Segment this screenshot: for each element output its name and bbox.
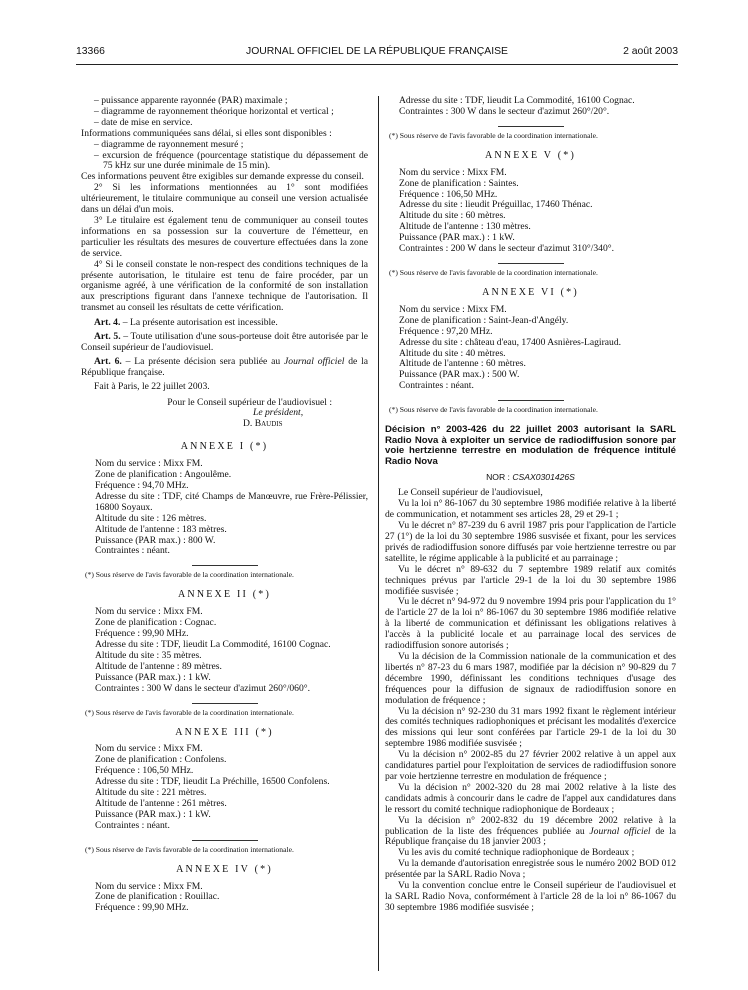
annex-line: Fréquence : 94,70 MHz.: [95, 480, 189, 491]
article-text: – La présente décision sera publiée au: [121, 355, 285, 367]
annex-line: Altitude de l'antenne : 183 mètres.: [95, 523, 227, 535]
annex-line: Zone de planification : Saint-Jean-d'Angély.: [399, 314, 569, 326]
footnote: (*) Sous réserve de l'avis favorable de la coordination internationale.: [85, 570, 294, 580]
page-header: [76, 46, 678, 62]
paragraph: 4° Si le conseil constate le non-respect des conditions techniques de la présente autorisation, le titulaire est tenu de faire procéder, par un organisme agréé, à une vérification de la conformité de son installation aux prescriptions figurant dans l'annexe technique de l'autorisation. Il transmet au conseil les résultats de cette vérification.: [81, 258, 368, 314]
nor-label: NOR :: [486, 471, 513, 482]
annex-1-body: [81, 459, 368, 557]
annex-line: Contraintes : 300 W dans le secteur d'azimut 260°/060°.: [95, 682, 311, 694]
dash-item: – excursion de fréquence (pourcentage statistique du dépassement de 75 kHz sur une durée minimale de 15 min).: [94, 149, 368, 172]
vu-paragraph: Vu le décret n° 89-632 du 7 septembre 1989 relatif aux comités techniques prévus par l'article 29-1 de la loi du 30 septembre 1986 modifiée susvisée ;: [385, 563, 676, 597]
annex-2-title: ANNEXE II (*): [177, 589, 272, 601]
annex-4-title: ANNEXE IV (*): [176, 863, 273, 875]
vu-paragraph: Vu la demande d'autorisation enregistrée sous le numéro 2002 BOD 012 présentée par la SARL Radio Nova ;: [385, 858, 676, 881]
annex-line: Puissance (PAR max.) : 1 kW.: [95, 671, 211, 683]
annex-line: Contraintes : néant.: [399, 380, 474, 392]
annex-line: Zone de planification : Confolens.: [95, 754, 227, 766]
signature-role-text: Le président,: [253, 407, 304, 419]
annex-line: Contraintes : 200 W dans le secteur d'azimut 310°/340°.: [399, 243, 615, 255]
vu-paragraph: Vu la loi n° 86-1067 du 30 septembre 1986 modifiée relative à la liberté de communication, et notamment ses articles 28, 29 et 29-1 ;: [385, 498, 676, 521]
vu-text: de la République française du 18 janvier 2003 ;: [385, 825, 676, 848]
annex-line: Fréquence : 97,20 MHz.: [399, 325, 493, 337]
annex-line: Nom du service : Mixx FM.: [399, 166, 507, 178]
article-text: de la République française.: [81, 355, 369, 378]
annex-line: Adresse du site : TDF, lieudit La Commodité, 16100 Cognac.: [399, 95, 635, 106]
annex-line: Fréquence : 106,50 MHz.: [95, 765, 194, 777]
annex-line: Fréquence : 99,90 MHz.: [95, 628, 189, 640]
footnote-rule: [192, 840, 258, 841]
annex-line: Contraintes : 300 W dans le secteur d'azimut 260°/20°.: [399, 105, 610, 117]
annex-line: Altitude de l'antenne : 261 mètres.: [95, 797, 227, 809]
annex-3-body: [81, 744, 368, 831]
annex-line: Nom du service : Mixx FM.: [399, 303, 507, 315]
annex-line: Adresse du site : TDF, lieudit La Commodité, 16100 Cognac.: [95, 638, 331, 650]
footnote: (*) Sous réserve de l'avis favorable de la coordination internationale.: [85, 707, 294, 717]
annex-line: Altitude du site : 35 mètres.: [95, 649, 202, 661]
annex-line: Adresse du site : TDF, lieudit La Préchille, 16500 Confolens.: [95, 776, 330, 788]
paragraph: Ces informations peuvent être exigibles sur demande expresse du conseil.: [81, 171, 364, 183]
footnote-rule: [192, 565, 258, 566]
annex-address: Adresse du site : TDF, cité Champs de Manœuvre, rue Frère-Pélissier, 16800 Soyaux.: [95, 490, 368, 513]
annex-line: Puissance (PAR max.) : 500 W.: [399, 369, 520, 381]
annex-1-title: ANNEXE I (*): [180, 441, 269, 453]
article-text: – La présente autorisation est incessible.: [120, 317, 278, 329]
article-text: – Toute utilisation d'une sous-porteuse doit être autorisée par le Conseil supérieur de l'audiovisuel.: [81, 331, 368, 353]
journal-title: JOURNAL OFFICIEL DE LA RÉPUBLIQUE FRANÇAISE: [246, 46, 508, 57]
annex-6-body: [385, 305, 676, 392]
annex-line: Adresse du site : lieudit Préguillac, 17460 Thénac.: [399, 199, 593, 211]
dash-item: – diagramme de rayonnement mesuré ;: [94, 138, 244, 150]
footnote-rule: [498, 400, 564, 401]
fait-a-paris: Fait à Paris, le 22 juillet 2003.: [94, 380, 210, 392]
annex-line: Altitude du site : 40 mètres.: [399, 347, 506, 359]
signature-role: [81, 408, 368, 419]
article-5: [81, 332, 368, 354]
vu-paragraph: Vu la décision n° 92-230 du 31 mars 1992 fixant le règlement intérieur des comités techniques radiophoniques et précisant les modalités d'exercice des missions qui leur sont conférées par l'article 29-1 de la loi du 30 septembre 1986 modifiée susvisée ;: [385, 705, 676, 750]
vu-paragraph: [385, 816, 676, 849]
column-divider: [378, 96, 379, 971]
footnote-rule: [498, 126, 564, 127]
annex-line: Nom du service : Mixx FM.: [95, 743, 203, 755]
annex-line: Fréquence : 99,90 MHz.: [95, 902, 189, 914]
annex-line: Altitude du site : 221 mètres.: [95, 787, 207, 799]
annex-line: Puissance (PAR max.) : 1 kW.: [95, 808, 211, 820]
info-intro: Informations communiquées sans délai, si elles sont disponibles :: [81, 127, 332, 139]
annex-line: Altitude de l'antenne : 130 mètres.: [399, 221, 531, 233]
annex-line: Puissance (PAR max.) : 800 W.: [95, 534, 216, 546]
annex-line: Contraintes : néant.: [95, 545, 170, 557]
annex-line: Zone de planification : Rouillac.: [95, 891, 220, 903]
article-label: Art. 5.: [94, 331, 121, 343]
annex-line: Nom du service : Mixx FM.: [95, 458, 203, 470]
footnote-rule: [498, 263, 564, 264]
annex-line: Contraintes : néant.: [95, 819, 170, 831]
dash-item: – diagramme de rayonnement théorique horizontal et vertical ;: [94, 105, 334, 117]
nor-reference: [385, 472, 676, 483]
vu-paragraph: Vu le décret n° 87-239 du 6 avril 1987 pris pour l'application de l'article 27 (1°) de la loi du 30 septembre 1986 susvisée et fixant, pour les services privés de radiodiffusion sonore diffusés par voie hertzienne terrestre ou par satellite, le régime applicable à la publicité et au parrainage ;: [385, 520, 676, 564]
annex-4-continued: [385, 96, 676, 118]
journal-name: Journal officiel: [589, 825, 651, 837]
article-6: [81, 357, 368, 379]
vu-paragraph: Vu la décision de la Commission nationale de la communication et des libertés n° 87-23 du 6 mars 1987, modifiée par la décision n° 90-829 du 7 décembre 1990, définissant les conditions techniques d'usage des fréquences pour la diffusion de signaux de radiodiffusion sonore en modulation de fréquence ;: [385, 651, 676, 706]
footnote: (*) Sous réserve de l'avis favorable de la coordination internationale.: [389, 267, 598, 277]
annex-line: Puissance (PAR max.) : 1 kW.: [399, 232, 515, 244]
vu-text: Vu la décision n° 2002-832 du 19 décembre 2002 relative à la publication de la liste des fréquences publiée au: [385, 814, 676, 837]
annex-line: Altitude du site : 126 mètres.: [95, 512, 207, 524]
dash-item: – date de mise en service.: [94, 116, 193, 128]
annex-2-body: [81, 607, 368, 694]
annex-line: Zone de planification : Saintes.: [399, 177, 519, 189]
journal-name: Journal officiel: [284, 355, 345, 367]
right-column: [385, 96, 676, 914]
vu-paragraph: Vu la décision n° 2002-85 du 27 février 2002 relative à un appel aux candidatures partiel pour l'exploitation de services de radiodiffusion sonore par voie hertzienne terrestre en modulation de fréquence ;: [385, 749, 676, 782]
article-4: [81, 318, 368, 329]
annex-line: Altitude de l'antenne : 89 mètres.: [95, 660, 222, 672]
paragraph: 2° Si les informations mentionnées au 1° sont modifiées ultérieurement, le titulaire communique au conseil une version actualisée dans un délai d'un mois.: [81, 182, 368, 216]
footnote-rule: [192, 703, 258, 704]
annex-line: Nom du service : Mixx FM.: [95, 606, 203, 618]
annex-line: Altitude du site : 60 mètres.: [399, 210, 506, 222]
dash-item: – puissance apparente rayonnée (PAR) maximale ;: [94, 95, 288, 106]
article-label: Art. 4.: [94, 317, 121, 329]
signature-name: D. Baudis: [243, 418, 283, 430]
annex-line: Adresse du site : château d'eau, 17400 Asnières-Lagiraud.: [399, 336, 622, 348]
annex-line: Zone de planification : Cognac.: [95, 617, 217, 629]
vu-paragraph: Vu les avis du comité technique radiophonique de Bordeaux ;: [398, 847, 635, 859]
annex-line: Fréquence : 106,50 MHz.: [399, 188, 498, 200]
nor-code: CSAX0301426S: [512, 471, 575, 482]
decision-title: Décision n° 2003-426 du 22 juillet 2003 autorisant la SARL Radio Nova à exploiter un service de radiodiffusion sonore par voie hertzienne terrestre en modulation de fréquence intitulé Radio Nova: [385, 424, 676, 467]
vu-paragraph: Vu le décret n° 94-972 du 9 novembre 1994 pris pour l'application du 1° de l'article 27 de la loi n° 86-1067 du 30 septembre 1986 modifiée relative à la liberté de communication et définissant les obligations relatives à l'accès à la publicité locale et au parrainage local des services de radiodiffusion sonore autorisés ;: [385, 596, 676, 652]
annex-line: Nom du service : Mixx FM.: [95, 880, 203, 892]
annex-6-title: ANNEXE VI (*): [482, 286, 579, 298]
annex-3-title: ANNEXE III (*): [175, 726, 274, 738]
footnote: (*) Sous réserve de l'avis favorable de la coordination internationale.: [85, 844, 294, 854]
annex-line: Zone de planification : Angoulême.: [95, 469, 232, 481]
vu-paragraph: Vu la décision n° 2002-320 du 28 mai 2002 relative à la liste des candidats admis à concourir dans le cadre de l'appel aux candidatures dans le ressort du comité technique radiophonique de Bordeaux ;: [385, 781, 676, 815]
page-number: 13366: [76, 46, 105, 57]
footnote: (*) Sous réserve de l'avis favorable de la coordination internationale.: [389, 405, 598, 415]
paragraph: 3° Le titulaire est également tenu de communiquer au conseil toutes informations en sa possession sur la couverture de l'émetteur, en particulier les résultats des mesures de couverture effectuées dans la zone de service.: [81, 214, 368, 259]
annex-line: Altitude de l'antenne : 60 mètres.: [399, 358, 526, 370]
signature-pour: Pour le Conseil supérieur de l'audiovisuel :: [167, 396, 332, 408]
issue-date: 2 août 2003: [623, 46, 678, 57]
annex-5-body: [385, 168, 676, 255]
footnote: (*) Sous réserve de l'avis favorable de la coordination internationale.: [389, 130, 598, 140]
vu-paragraph: Vu la convention conclue entre le Conseil supérieur de l'audiovisuel et la SARL Radio Nova, conformément à l'article 28 de la loi n° 86-1067 du 30 septembre 1986 modifiée susvisée ;: [385, 880, 676, 913]
left-column: [81, 96, 368, 914]
annex-5-title: ANNEXE V (*): [484, 149, 577, 161]
intro: Le Conseil supérieur de l'audiovisuel,: [398, 487, 543, 499]
annex-4-body: [81, 882, 368, 915]
header-rule: [76, 64, 678, 65]
article-label: Art. 6.: [94, 355, 122, 367]
